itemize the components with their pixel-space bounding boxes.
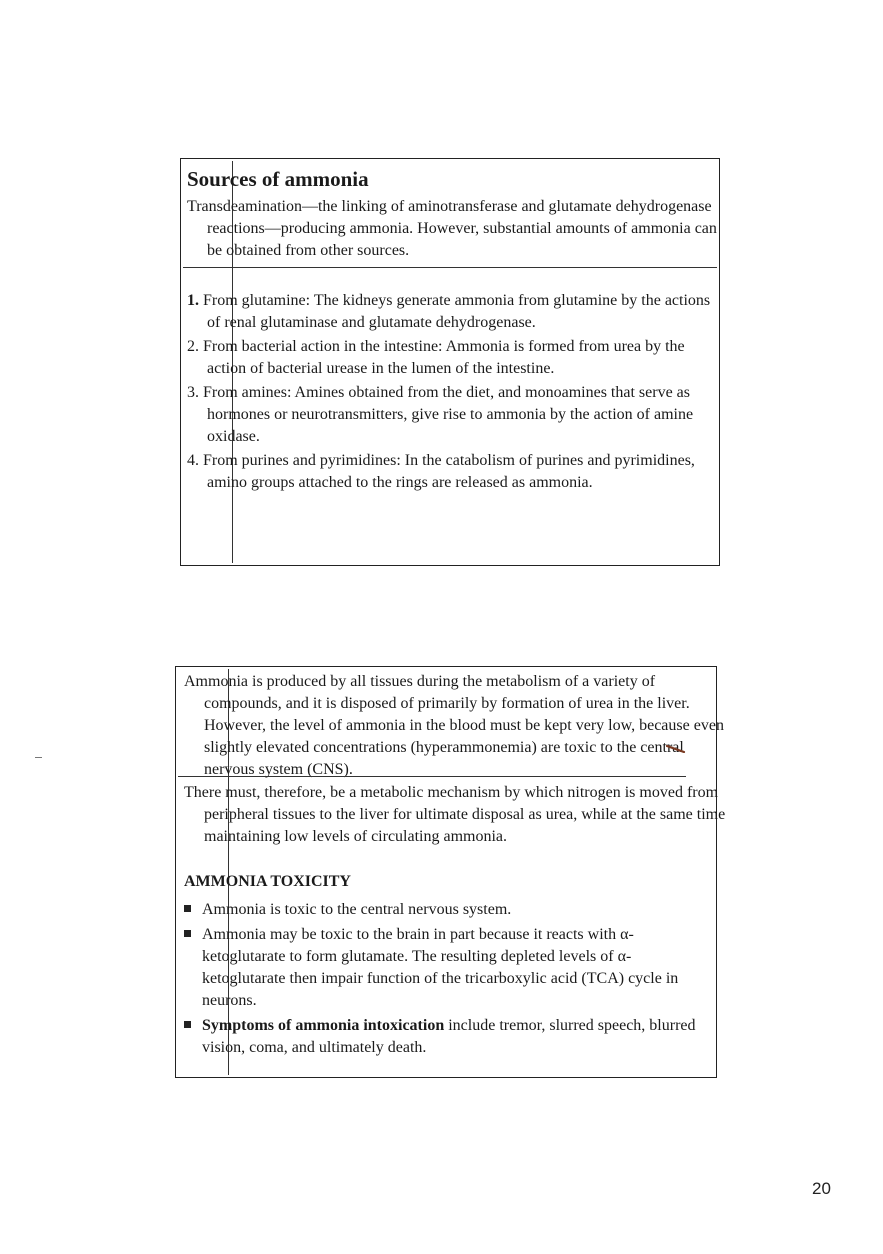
square-bullet-icon — [184, 930, 191, 937]
bullet-text: Ammonia is toxic to the central nervous system. — [202, 901, 512, 918]
item-text: From purines and pyrimidines: In the catabolism of purines and pyrimidines, amino groups attached to the rings are released as ammonia. — [203, 452, 695, 491]
pen-mark-icon — [666, 745, 686, 753]
nitrogen-paragraph: There must, therefore, be a metabolic mechanism by which nitrogen is moved from peripheral tissues to the liver for ultimate disposal as urea, while at the same time maintaining low levels of circulating ammonia. — [184, 784, 726, 845]
item-text: From bacterial action in the intestine: Ammonia is formed from urea by the action of bacterial urease in the lumen of the intestine. — [203, 338, 685, 377]
item-number: 2. — [187, 338, 199, 355]
ammonia-paragraph: Ammonia is produced by all tissues during the metabolism of a variety of compounds, and it is disposed of primarily by formation of urea in the liver. However, the level of ammonia in the blood must be kept very low, because even slightly elevated concentrations (hyperammonemia) are toxic to the central nervous system (CNS). — [184, 673, 724, 778]
toxicity-bullets — [184, 899, 710, 1062]
square-bullet-icon — [184, 905, 191, 912]
square-bullet-icon — [184, 1021, 191, 1028]
divider-line — [183, 267, 717, 268]
page-number: 20 — [812, 1179, 831, 1198]
scan-mark — [35, 757, 42, 758]
bullet-text: include tremor, slurred speech, blurred vision, coma, and ultimately death. — [202, 1017, 696, 1056]
list-item — [184, 1015, 710, 1059]
list-item — [187, 382, 713, 448]
list-item — [187, 450, 713, 494]
item-text: From glutamine: The kidneys generate ammonia from glutamine by the actions of renal glutaminase and glutamate dehydrogenase. — [203, 292, 711, 331]
intro-paragraph: Transdeamination—the linking of aminotransferase and glutamate dehydrogenase reactions—producing ammonia. However, substantial amounts of ammonia can be obtained from other sources. — [187, 198, 717, 259]
list-item — [187, 290, 713, 334]
item-number: 3. — [187, 384, 199, 401]
divider-line — [178, 776, 686, 777]
toxicity-heading: AMMONIA TOXICITY — [184, 873, 351, 890]
bullet-bold-text: Symptoms of ammonia intoxication — [202, 1017, 445, 1034]
sources-list — [187, 290, 713, 496]
list-item — [184, 899, 710, 921]
item-number: 4. — [187, 452, 199, 469]
slide-title: Sources of ammonia — [187, 167, 369, 191]
bullet-text: Ammonia may be toxic to the brain in part because it reacts with α-ketoglutarate to form glutamate. The resulting depleted levels of α-ketoglutarate then impair function of the tricarboxylic acid (TCA) cycle in neurons. — [202, 926, 679, 1009]
slide-ammonia-toxicity — [175, 666, 726, 1078]
list-item — [187, 336, 713, 380]
item-text: From amines: Amines obtained from the diet, and monoamines that serve as hormones or neurotransmitters, give rise to ammonia by the action of amine oxidase. — [203, 384, 694, 445]
list-item — [184, 924, 710, 1012]
item-number: 1. — [187, 292, 199, 309]
slide-sources-of-ammonia — [180, 158, 720, 566]
